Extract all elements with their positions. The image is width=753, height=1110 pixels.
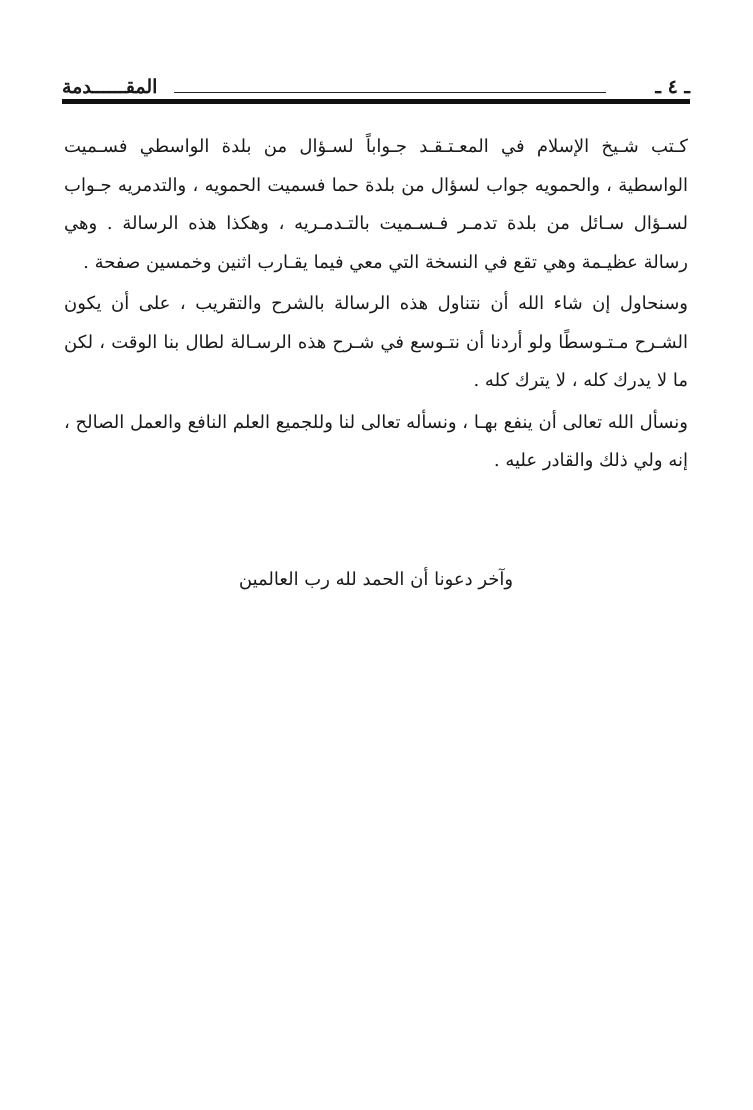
- header-thick-rule: [62, 99, 690, 104]
- header-thin-rule: [174, 92, 606, 93]
- closing-line: وآخر دعونا أن الحمد لله رب العالمين: [238, 569, 514, 590]
- paragraph: ونسأل الله تعالى أن ينفع بهـا ، ونسأله تعالى لنا وللجميع العلم النافع والعمل الصالح ، إنه ولي ذلك والقادر عليه .: [64, 411, 688, 471]
- paragraph: كـتب شـيخ الإسلام في المعـتـقـد جـواباً لسـؤال من بلدة الواسطي فسـميت الواسطية ، والحمويه جواب لسؤال من بلدة حما فسميت الحمويه ، والتدمريه جـواب لسـؤال سـائل من بلدة تدمـر فـسـميت بالتـدمـريه ، وهكذا هذه الرسالة . وهي رسالة عظيـمة وهي تقع في النسخة التي معي فيما يقـارب اثنين وخمسين صفحة .: [64, 136, 688, 273]
- page-number: ـ ٤ ـ: [655, 76, 690, 98]
- paragraph: وسنحاول إن شاء الله أن نتناول هذه الرسالة بالشرح والتقريب ، على أن يكون الشـرح مـتـوسطًا ولو أردنا أن نتـوسع في شـرح هذه الرسـالة لطال بنا الوقت ، لكن ما لا يدرك كله ، لا يترك كله .: [64, 293, 688, 391]
- section-title: المقــــــدمة: [62, 76, 158, 98]
- body-text: [64, 128, 688, 484]
